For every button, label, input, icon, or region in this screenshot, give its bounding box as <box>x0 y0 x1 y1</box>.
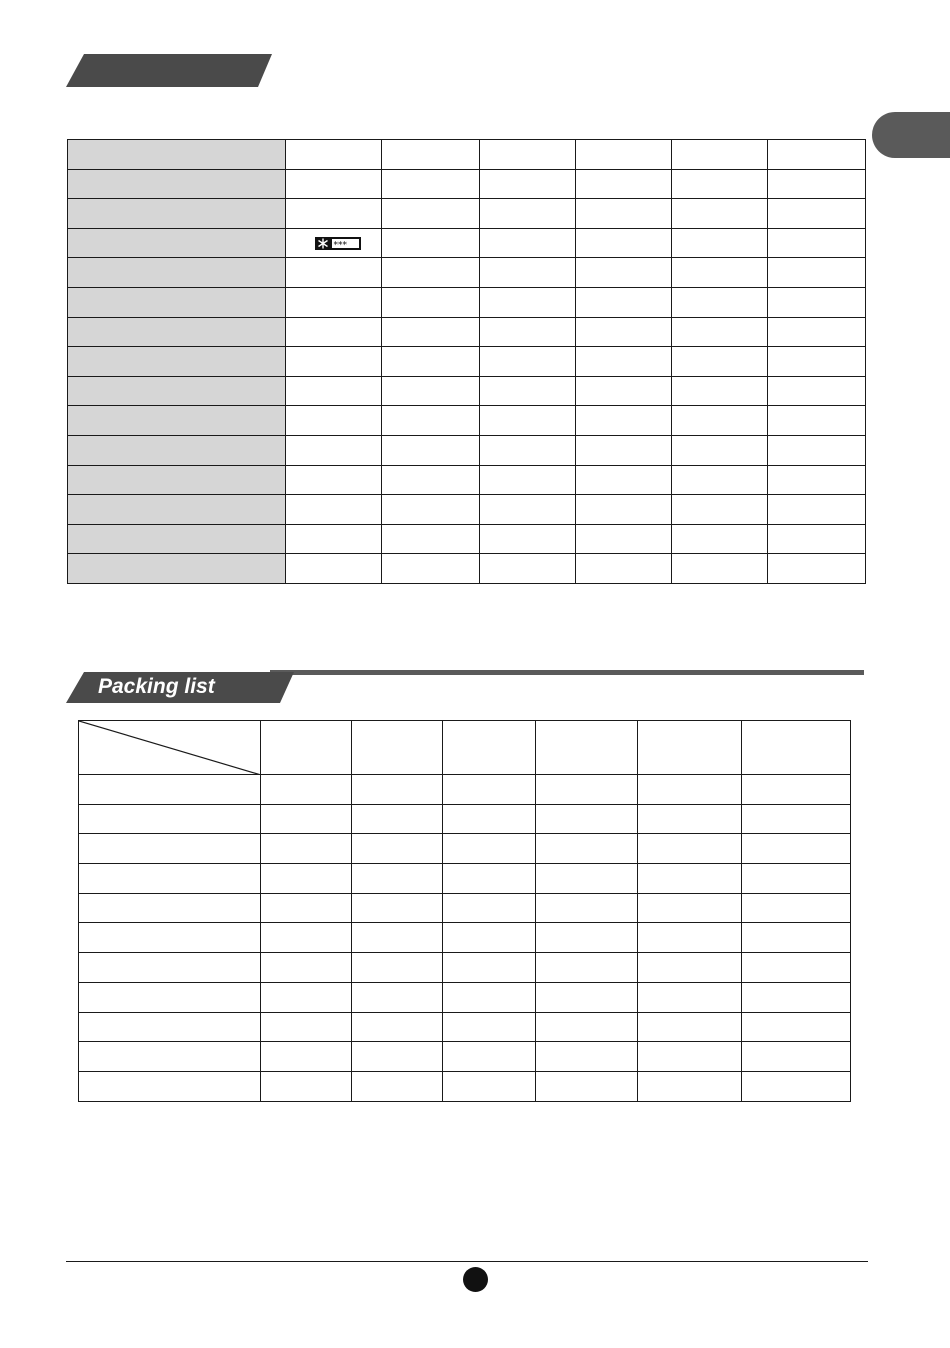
spec-cell <box>768 140 866 170</box>
spec-cell <box>576 317 672 347</box>
packing-cell <box>443 804 536 834</box>
spec-cell <box>480 524 576 554</box>
spec-cell <box>768 287 866 317</box>
spec-cell <box>286 317 382 347</box>
spec-row <box>68 199 866 229</box>
packing-cell <box>443 893 536 923</box>
spec-row <box>68 524 866 554</box>
packing-cell <box>261 923 352 953</box>
packing-cell <box>443 834 536 864</box>
spec-cell <box>480 287 576 317</box>
spec-cell <box>672 435 768 465</box>
packing-cell <box>742 982 851 1012</box>
spec-cell <box>286 169 382 199</box>
spec-cell <box>576 465 672 495</box>
packing-cell <box>443 1012 536 1042</box>
spec-cell <box>480 258 576 288</box>
spec-cell <box>480 140 576 170</box>
packing-cell <box>638 834 742 864</box>
spec-cell <box>672 376 768 406</box>
spec-row-label <box>68 465 286 495</box>
spec-cell <box>576 140 672 170</box>
spec-row <box>68 317 866 347</box>
packing-cell <box>443 721 536 775</box>
packing-cell <box>742 923 851 953</box>
packing-cell <box>638 923 742 953</box>
spec-cell <box>382 199 480 229</box>
spec-cell <box>768 199 866 229</box>
spec-row <box>68 140 866 170</box>
packing-cell <box>352 953 443 983</box>
spec-cell <box>768 495 866 525</box>
packing-cell <box>638 953 742 983</box>
packing-cell <box>261 1012 352 1042</box>
packing-row <box>79 834 851 864</box>
spec-cell <box>672 199 768 229</box>
packing-cell <box>536 804 638 834</box>
packing-cell <box>742 804 851 834</box>
spec-cell <box>480 317 576 347</box>
packing-row <box>79 953 851 983</box>
packing-cell <box>352 804 443 834</box>
packing-cell <box>536 893 638 923</box>
spec-cell <box>480 169 576 199</box>
spec-cell <box>768 258 866 288</box>
packing-cell <box>443 923 536 953</box>
packing-cell <box>742 1012 851 1042</box>
spec-cell <box>286 495 382 525</box>
spec-row-label <box>68 199 286 229</box>
spec-row <box>68 376 866 406</box>
packing-cell <box>352 982 443 1012</box>
spec-row <box>68 169 866 199</box>
spec-cell <box>480 376 576 406</box>
spec-row-label <box>68 524 286 554</box>
spec-row <box>68 287 866 317</box>
spec-row-label <box>68 258 286 288</box>
packing-cell <box>261 834 352 864</box>
packing-row <box>79 923 851 953</box>
spec-row-label <box>68 495 286 525</box>
spec-cell <box>382 376 480 406</box>
packing-row <box>79 1042 851 1072</box>
packing-cell <box>443 1071 536 1101</box>
packing-row <box>79 864 851 894</box>
svg-text:***: *** <box>333 240 347 250</box>
packing-cell <box>352 923 443 953</box>
spec-cell <box>672 140 768 170</box>
packing-cell <box>261 1071 352 1101</box>
spec-cell <box>286 258 382 288</box>
diagonal-header-line <box>79 721 261 775</box>
packing-cell <box>742 1042 851 1072</box>
spec-cell <box>768 406 866 436</box>
spec-cell <box>382 287 480 317</box>
spec-cell <box>576 495 672 525</box>
spec-cell <box>480 554 576 584</box>
spec-cell <box>286 435 382 465</box>
spec-cell <box>382 406 480 436</box>
spec-row-label <box>68 347 286 377</box>
spec-cell <box>286 287 382 317</box>
packing-cell <box>742 893 851 923</box>
packing-item-cell <box>79 1042 261 1072</box>
packing-cell <box>742 775 851 805</box>
spec-cell <box>672 228 768 258</box>
packing-item-cell <box>79 982 261 1012</box>
section-header-banner <box>66 54 272 87</box>
packing-list-title: Packing list <box>98 675 215 698</box>
packing-row <box>79 1071 851 1101</box>
spec-cell <box>286 347 382 377</box>
spec-cell <box>576 287 672 317</box>
packing-cell <box>638 1042 742 1072</box>
packing-item-cell <box>79 923 261 953</box>
spec-cell <box>672 287 768 317</box>
packing-cell <box>742 721 851 775</box>
packing-cell <box>352 775 443 805</box>
spec-cell <box>382 228 480 258</box>
packing-cell <box>536 1071 638 1101</box>
spec-cell <box>286 406 382 436</box>
spec-cell <box>286 465 382 495</box>
spec-cell <box>672 347 768 377</box>
spec-cell <box>576 406 672 436</box>
spec-cell <box>382 435 480 465</box>
packing-header-row <box>79 721 851 775</box>
spec-cell <box>480 465 576 495</box>
packing-cell <box>742 834 851 864</box>
spec-row-label <box>68 317 286 347</box>
spec-row <box>68 554 866 584</box>
packing-cell <box>443 775 536 805</box>
packing-row <box>79 775 851 805</box>
packing-cell <box>638 982 742 1012</box>
page-number-dot <box>463 1267 488 1292</box>
spec-cell <box>382 258 480 288</box>
spec-cell <box>576 199 672 229</box>
spec-cell <box>768 228 866 258</box>
spec-cell <box>576 228 672 258</box>
spec-cell <box>768 376 866 406</box>
packing-cell <box>536 834 638 864</box>
spec-cell <box>382 465 480 495</box>
packing-row <box>79 1012 851 1042</box>
packing-cell <box>352 1042 443 1072</box>
spec-cell <box>576 169 672 199</box>
spec-cell <box>382 140 480 170</box>
spec-row-label <box>68 287 286 317</box>
spec-row-label <box>68 169 286 199</box>
spec-row <box>68 465 866 495</box>
packing-row <box>79 804 851 834</box>
freezer-star-rating-icon <box>315 237 361 250</box>
packing-item-cell <box>79 1012 261 1042</box>
packing-cell <box>536 982 638 1012</box>
spec-cell <box>672 258 768 288</box>
spec-cell <box>768 347 866 377</box>
spec-cell <box>768 554 866 584</box>
footer-rule <box>66 1261 868 1262</box>
packing-cell <box>536 1012 638 1042</box>
packing-cell <box>742 953 851 983</box>
spec-row <box>68 406 866 436</box>
packing-cell <box>443 953 536 983</box>
packing-cell <box>443 1042 536 1072</box>
packing-cell <box>352 834 443 864</box>
spec-cell <box>480 347 576 377</box>
spec-cell <box>576 435 672 465</box>
packing-item-cell <box>79 1071 261 1101</box>
packing-cell <box>261 893 352 923</box>
packing-cell <box>352 893 443 923</box>
packing-row <box>79 893 851 923</box>
packing-item-cell <box>79 775 261 805</box>
packing-list-table <box>78 720 851 1102</box>
packing-cell <box>443 864 536 894</box>
spec-row-label <box>68 228 286 258</box>
spec-cell <box>576 554 672 584</box>
spec-row-label <box>68 435 286 465</box>
packing-cell <box>261 804 352 834</box>
spec-cell <box>286 140 382 170</box>
spec-cell <box>672 465 768 495</box>
spec-cell <box>768 435 866 465</box>
spec-cell <box>286 228 382 258</box>
packing-cell <box>638 721 742 775</box>
spec-row-label <box>68 376 286 406</box>
spec-cell <box>382 317 480 347</box>
spec-cell <box>286 376 382 406</box>
packing-cell <box>443 982 536 1012</box>
packing-cell <box>638 1012 742 1042</box>
spec-cell <box>576 258 672 288</box>
spec-cell <box>286 199 382 229</box>
spec-row <box>68 228 866 258</box>
packing-cell <box>742 864 851 894</box>
spec-cell <box>672 169 768 199</box>
spec-cell <box>382 169 480 199</box>
packing-item-cell <box>79 834 261 864</box>
packing-item-cell <box>79 953 261 983</box>
packing-cell <box>536 775 638 805</box>
specification-table <box>67 139 866 584</box>
spec-cell <box>382 495 480 525</box>
packing-cell <box>261 953 352 983</box>
spec-cell <box>672 317 768 347</box>
packing-item-cell <box>79 864 261 894</box>
packing-cell <box>352 721 443 775</box>
packing-item-cell <box>79 893 261 923</box>
packing-cell <box>536 721 638 775</box>
spec-row <box>68 258 866 288</box>
spec-row <box>68 435 866 465</box>
spec-cell <box>382 554 480 584</box>
packing-cell <box>638 1071 742 1101</box>
spec-row-label <box>68 406 286 436</box>
spec-cell <box>672 406 768 436</box>
packing-cell <box>261 721 352 775</box>
spec-cell <box>480 406 576 436</box>
packing-corner-cell <box>79 721 261 775</box>
packing-cell <box>536 953 638 983</box>
chapter-tab <box>872 112 950 158</box>
packing-cell <box>638 804 742 834</box>
packing-cell <box>352 1071 443 1101</box>
spec-cell <box>576 524 672 554</box>
spec-row <box>68 347 866 377</box>
packing-cell <box>536 1042 638 1072</box>
spec-row <box>68 495 866 525</box>
spec-cell <box>672 524 768 554</box>
packing-cell <box>742 1071 851 1101</box>
packing-item-cell <box>79 804 261 834</box>
packing-cell <box>261 982 352 1012</box>
spec-row-label <box>68 140 286 170</box>
spec-cell <box>576 376 672 406</box>
packing-cell <box>261 864 352 894</box>
packing-cell <box>638 775 742 805</box>
packing-cell <box>638 893 742 923</box>
spec-cell <box>480 228 576 258</box>
spec-cell <box>768 169 866 199</box>
packing-cell <box>261 1042 352 1072</box>
spec-cell <box>480 495 576 525</box>
packing-cell <box>352 1012 443 1042</box>
spec-cell <box>382 524 480 554</box>
packing-cell <box>536 864 638 894</box>
spec-cell <box>286 524 382 554</box>
spec-cell <box>576 347 672 377</box>
packing-cell <box>536 923 638 953</box>
spec-cell <box>480 199 576 229</box>
packing-list-rule <box>270 670 864 675</box>
spec-cell <box>768 465 866 495</box>
packing-cell <box>261 775 352 805</box>
spec-cell <box>382 347 480 377</box>
packing-cell <box>352 864 443 894</box>
spec-cell <box>768 317 866 347</box>
spec-cell <box>672 554 768 584</box>
spec-cell <box>768 524 866 554</box>
spec-cell <box>672 495 768 525</box>
spec-cell <box>286 554 382 584</box>
packing-cell <box>638 864 742 894</box>
spec-row-label <box>68 554 286 584</box>
packing-row <box>79 982 851 1012</box>
spec-cell <box>480 435 576 465</box>
